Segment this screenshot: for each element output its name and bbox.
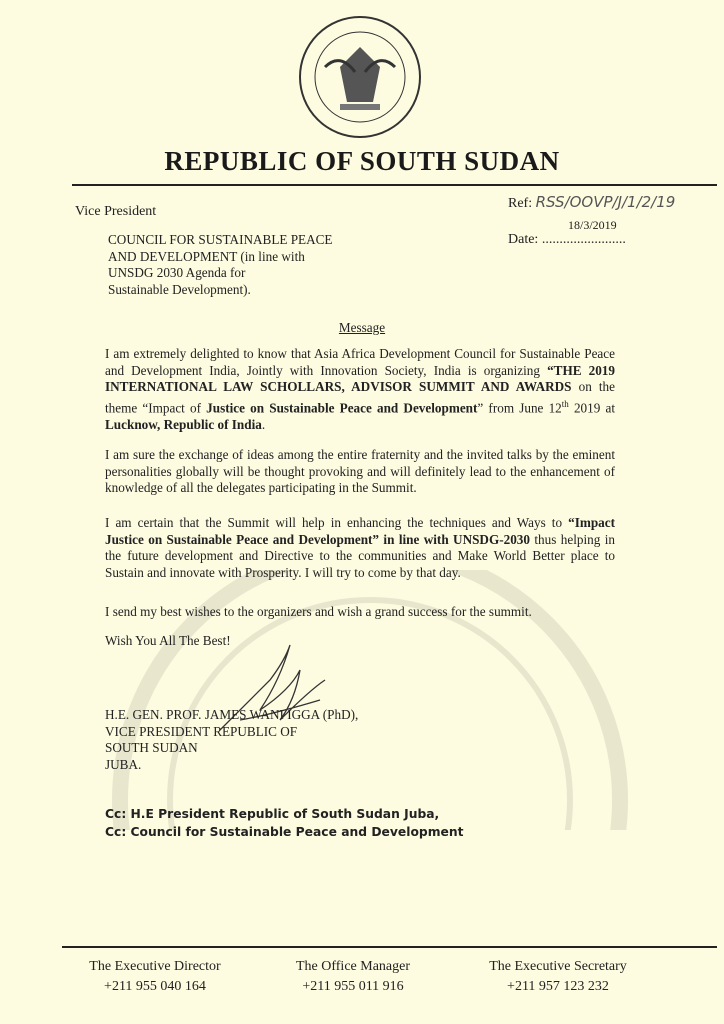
text: “Impact Justice on Sustainable Peace and Development” in line with UNSDG-2030 (105, 515, 615, 547)
signatory-block (105, 707, 358, 773)
message-heading: Message (338, 320, 386, 335)
ref-label: Ref: (508, 196, 533, 211)
paragraph: I send my best wishes to the organizers and wish a grand success for the summit. (105, 604, 532, 619)
office-label: Vice President (75, 204, 157, 219)
address-line: COUNCIL FOR SUSTAINABLE PEACE (108, 232, 333, 247)
text: th (561, 398, 569, 409)
cc-line: Cc: H.E President Republic of South Sudan Juba, (105, 807, 440, 821)
paragraph (105, 346, 615, 433)
reference (508, 193, 675, 212)
contact-phone: +211 955 011 916 (302, 979, 404, 994)
contact-title: The Executive Director (89, 959, 221, 974)
text: . (261, 416, 266, 432)
text: Lucknow, Republic of India (105, 416, 262, 432)
header-divider (72, 184, 717, 186)
cc-line: Cc: Council for Sustainable Peace and Development (105, 825, 464, 839)
text: on the theme “Impact of (105, 379, 615, 416)
footer-contact (243, 957, 463, 997)
cc-list (105, 805, 464, 841)
signatory-line: H.E. GEN. PROF. JAMES WANI IGGA (PhD), (105, 707, 359, 722)
council-address (108, 232, 388, 298)
text: 2019 at (568, 400, 615, 416)
page-title: REPUBLIC OF SOUTH SUDAN (164, 146, 560, 176)
closing: Wish You All The Best! (105, 633, 231, 648)
footer-contact (45, 957, 265, 997)
text: Justice on Sustainable Peace and Development (206, 400, 478, 416)
text: ” from June 12 (477, 400, 562, 416)
signatory-line: SOUTH SUDAN (105, 740, 198, 756)
date-value: 18/3/2019 (568, 218, 617, 232)
contact-title: The Executive Secretary (489, 959, 627, 974)
address-line: UNSDG 2030 Agenda for (108, 265, 246, 281)
contact-title: The Office Manager (295, 959, 411, 974)
signatory-line: VICE PRESIDENT REPUBLIC OF (105, 723, 298, 739)
paragraph (105, 515, 615, 581)
text: thus helping in the future development and Directive to the communities and Make World Better place to Sustain and innovate with Prosperity. I will try to come by that day. (105, 531, 615, 580)
date (508, 218, 626, 248)
date-dots: ........................ (541, 232, 626, 247)
date-label: Date: (508, 232, 539, 247)
footer-contact (448, 957, 668, 997)
text: I am certain that the Summit will help in enhancing the techniques and Ways to (105, 515, 569, 530)
text: I am extremely delighted to know that Asia Africa Development Council for Sustainable Peace and Development India, Jointly with Innovation Society, India is organizing (105, 346, 615, 378)
footer-divider (62, 946, 717, 948)
contact-phone: +211 957 123 232 (507, 979, 609, 994)
coat-of-arms-seal (285, 12, 435, 142)
contact-phone: +211 955 040 164 (104, 979, 206, 994)
ref-value: RSS/OOVP/J/1/2/19 (535, 193, 676, 211)
text: “THE 2019 INTERNATIONAL LAW SCHOLLARS, ADVISOR SUMMIT AND AWARDS (105, 362, 615, 395)
address-line: Sustainable Development). (108, 281, 251, 297)
signatory-line: JUBA. (105, 756, 142, 772)
address-line: AND DEVELOPMENT (in line with (108, 248, 305, 264)
paragraph: I am sure the exchange of ideas among the entire fraternity and the invited talks by the eminent personalities globally will be thought provoking and will definitely lead to the enhancement of knowledge of all the delegates participating in the Summit. (105, 447, 615, 496)
